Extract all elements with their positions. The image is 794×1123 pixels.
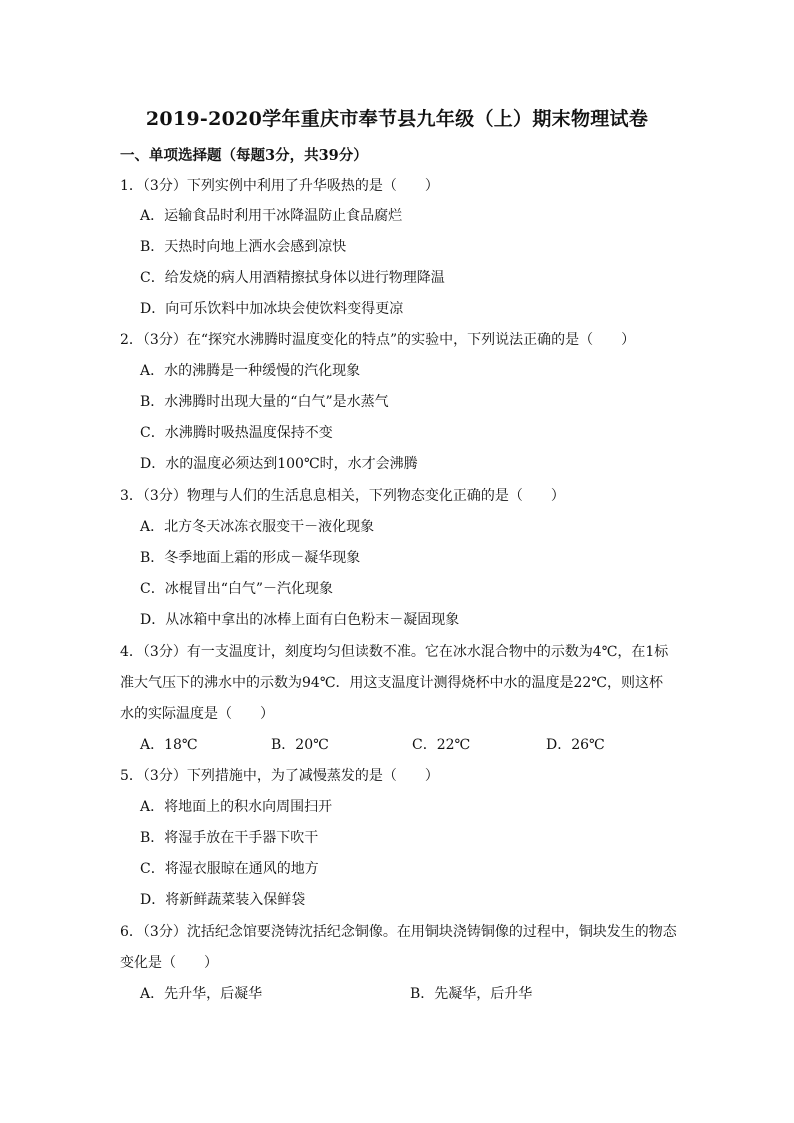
question-5-option-b: B．将湿手放在干手器下吹干: [140, 830, 319, 846]
question-3-option-c: C．冰棍冒出“白气”－汽化现象: [140, 581, 334, 597]
question-3-option-a: A．北方冬天冰冻衣服变干－液化现象: [140, 519, 375, 535]
question-3-option-d: D．从冰箱中拿出的冰棒上面有白色粉末－凝固现象: [140, 612, 460, 628]
question-2-option-d: D．水的温度必须达到100℃时，水才会沸腾: [140, 456, 418, 472]
question-1-option-a: A．运输食品时利用干冰降温防止食品腐烂: [140, 208, 403, 224]
question-6-option-a: A．先升华，后凝华: [140, 986, 263, 1002]
question-4-option-a: A．18℃: [140, 737, 198, 753]
question-4-stem-line-2: 准大气压下的沸水中的示数为94℃．用这支温度计测得烧杯中水的温度是22℃，则这杯: [120, 675, 663, 691]
question-1-option-c: C．给发烧的病人用酒精擦拭身体以进行物理降温: [140, 270, 445, 286]
question-4-option-c: C．22℃: [412, 737, 471, 753]
question-5-stem: 5．（3分）下列措施中，为了减慢蒸发的是（ ）: [120, 768, 439, 784]
question-5-option-a: A．将地面上的积水向周围扫开: [140, 799, 333, 815]
section-heading: 一、单项选择题（每题3分，共39分）: [120, 147, 368, 164]
question-6-option-b: B．先凝华，后升华: [410, 986, 533, 1002]
question-4-stem-line-1: 4．（3分）有一支温度计，刻度均匀但读数不准。它在冰水混合物中的示数为4℃，在1标: [120, 644, 669, 660]
question-3-option-b: B．冬季地面上霜的形成－凝华现象: [140, 550, 361, 566]
question-6-stem-line-1: 6．（3分）沈括纪念馆要浇铸沈括纪念铜像。在用铜块浇铸铜像的过程中，铜块发生的物态: [120, 924, 677, 940]
question-2-option-c: C．水沸腾时吸热温度保持不变: [140, 425, 333, 441]
question-1-stem: 1．（3分）下列实例中利用了升华吸热的是（ ）: [120, 178, 439, 194]
question-1-option-d: D．向可乐饮料中加冰块会使饮料变得更凉: [140, 301, 404, 317]
page-title: 2019-2020学年重庆市奉节县九年级（上）期末物理试卷: [145, 108, 649, 130]
question-5-option-c: C．将湿衣服晾在通风的地方: [140, 861, 319, 877]
question-5-option-d: D．将新鲜蔬菜装入保鲜袋: [140, 892, 306, 908]
question-2-option-b: B．水沸腾时出现大量的“白气”是水蒸气: [140, 394, 389, 410]
question-4-option-b: B．20℃: [271, 737, 329, 753]
question-3-stem: 3．（3分）物理与人们的生活息息相关，下列物态变化正确的是（ ）: [120, 488, 565, 504]
question-1-option-b: B．天热时向地上洒水会感到凉快: [140, 239, 347, 255]
question-2-option-a: A．水的沸腾是一种缓慢的汽化现象: [140, 363, 361, 379]
question-2-stem: 2．（3分）在“探究水沸腾时温度变化的特点”的实验中，下列说法正确的是（ ）: [120, 332, 636, 348]
question-6-stem-line-2: 变化是（ ）: [120, 955, 218, 971]
question-4-option-d: D．26℃: [546, 737, 605, 753]
question-4-stem-line-3: 水的实际温度是（ ）: [120, 706, 274, 722]
